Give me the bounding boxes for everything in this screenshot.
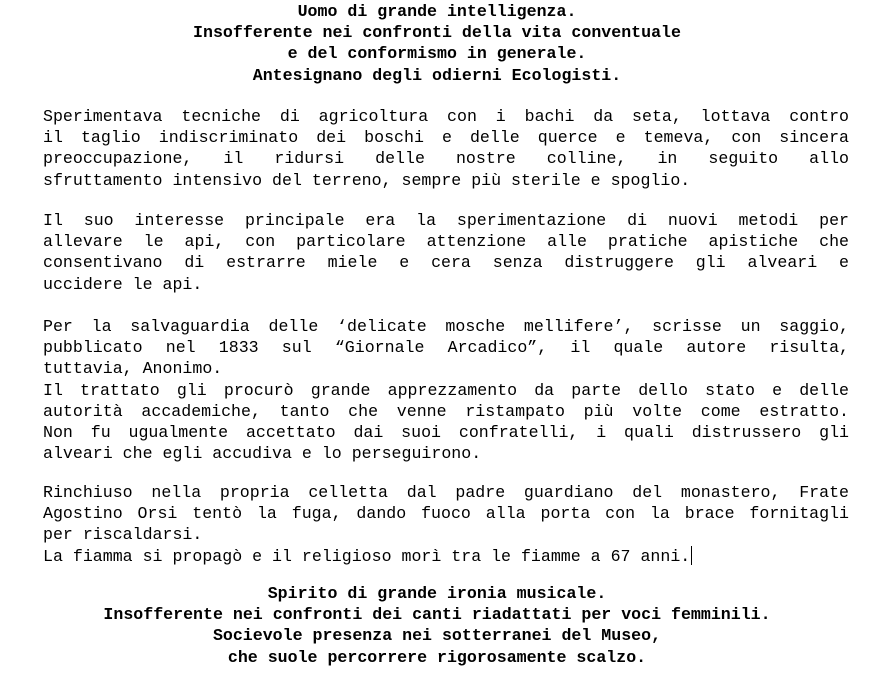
heading-line: Antesignano degli odierni Ecologisti. — [252, 65, 622, 85]
top-heading — [0, 1, 874, 86]
text-line: Rinchiuso nella propria celletta dal padre guardiano del monastero, Frate — [43, 483, 849, 502]
heading-line: che suole percorrere rigorosamente scalzo. — [227, 647, 647, 667]
paragraph-agriculture — [43, 106, 849, 191]
text-line: pubblicato nel 1833 sul “Giornale Arcadico”, il quale autore risulta, — [43, 338, 849, 358]
heading-line: Insofferente nei confronti della vita conventuale — [193, 23, 681, 43]
text-line: Il suo interesse principale era la sperimentazione di nuovi metodi per — [43, 211, 849, 230]
text-line: Sperimentava tecniche di agricoltura con i bachi da seta, lottava contro — [43, 107, 849, 126]
text-line: Il trattato gli procurò grande apprezzamento da parte dello stato e delle — [43, 380, 849, 400]
text-line: tuttavia, Anonimo. — [43, 359, 223, 379]
text-line: Agostino Orsi tentò la fuga, dando fuoco alla porta con la brace fornitagli — [43, 504, 849, 524]
heading-line: Uomo di grande intelligenza. — [297, 2, 577, 21]
text-line: il taglio indiscriminato dei boschi e delle querce e temeva, con sincera — [43, 128, 849, 148]
paragraph-treatise — [43, 316, 849, 464]
text-line: allevare le api, con particolare attenzione alle pratiche apistiche che — [43, 232, 849, 252]
text-line: sfruttamento intensivo del terreno, sempre più sterile e spoglio. — [43, 170, 691, 190]
text-line-content: La fiamma si propagò e il religioso morì tra le fiamme a 67 anni. — [43, 546, 691, 566]
text-line: preoccupazione, il ridursi delle nostre colline, in seguito allo — [43, 149, 849, 169]
heading-line: Socievole presenza nei sotterranei del Museo, — [212, 626, 662, 646]
heading-line: Insofferente nei confronti dei canti riadattati per voci femminili. — [103, 605, 771, 625]
text-cursor — [691, 546, 692, 565]
text-line: Non fu ugualmente accettato dai suoi confratelli, i quali distrussero gli — [43, 422, 849, 442]
text-line: alveari che egli accudiva e lo perseguirono. — [43, 444, 482, 464]
text-line-last — [43, 546, 849, 567]
paragraph-death — [43, 482, 849, 567]
paragraph-beekeeping — [43, 210, 849, 295]
heading-line: e del conformismo in generale. — [287, 44, 587, 64]
text-line: autorità accademiche, tanto che venne ristampato più volte come estratto. — [43, 401, 849, 421]
heading-line: Spirito di grande ironia musicale. — [267, 584, 607, 603]
text-line: Per la salvaguardia delle ‘delicate mosche mellifere’, scrisse un saggio, — [43, 317, 849, 336]
text-line: consentivano di estrarre miele e cera senza distruggere gli alveari e — [43, 253, 849, 273]
bottom-heading — [0, 583, 874, 668]
text-line: per riscaldarsi. — [43, 525, 203, 545]
text-line: uccidere le api. — [43, 274, 203, 294]
